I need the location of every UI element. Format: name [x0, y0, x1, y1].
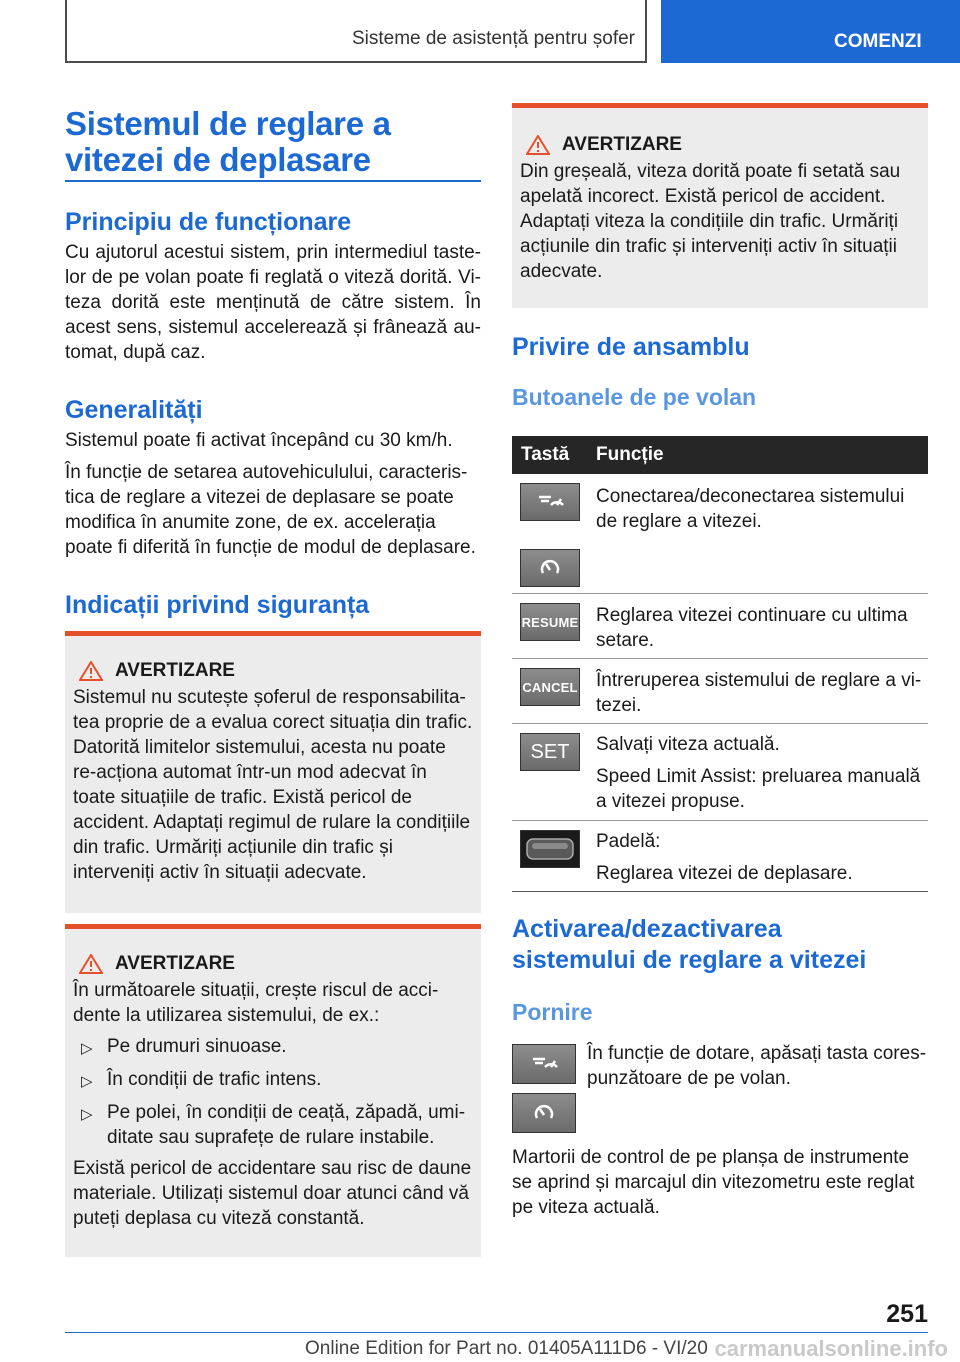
warning-1-label: AVERTIZARE [115, 660, 235, 681]
warning-2-intro: În următoarele situații, crește riscul de acci-dente la utilizarea sistemului, de ex.: [73, 980, 439, 1026]
paddle-icon [524, 834, 576, 864]
warning-3-text: Din greșeală, viteza dorită poate fi setată sau apelată incorect. Există pericol de accident. Adaptați viteza la condițiile din trafic. Urmăriți acțiunile din trafic și interveniți activ în situații adecvate. [520, 161, 901, 282]
page-title-line2: vitezei de deplasare [65, 141, 371, 178]
warning-2-label: AVERTIZARE [115, 953, 235, 974]
heading-activate-2: sistemului de reglare a vitezei [512, 946, 867, 974]
section-general [65, 396, 481, 560]
list-item [73, 1067, 473, 1094]
speedometer-icon [532, 1102, 556, 1124]
footer-edition: Online Edition for Part no. 01405A111D6 - VI/20 [305, 1338, 708, 1359]
table-row [512, 821, 928, 892]
warning-2-list [73, 1034, 473, 1150]
buttons-table [512, 436, 928, 892]
list-item-text: În condiții de trafic intens. [107, 1069, 322, 1090]
warning-triangle-icon [79, 661, 103, 681]
table-row [512, 474, 928, 594]
speedometer-icon [538, 557, 562, 579]
func-cell: Reglarea vitezei continuare cu ultima setare. [596, 605, 908, 651]
cruise-speedometer-icon [533, 491, 567, 513]
key-cell [512, 474, 596, 593]
warning-2-title [73, 953, 473, 975]
cruise-speedometer-icon [527, 1053, 561, 1075]
col-header-key: Tastă [521, 444, 570, 465]
list-item-text: Pe drumuri sinuoase. [107, 1036, 287, 1057]
section-principle [65, 208, 481, 365]
func-text-1: Padelă: [596, 831, 661, 852]
heading-overview: Privire de ansamblu [512, 333, 750, 361]
page-title [65, 106, 481, 178]
warning-3-label: AVERTIZARE [562, 134, 682, 155]
section-safety [65, 591, 481, 620]
warning-box-3 [512, 103, 928, 308]
warning-box-2 [65, 924, 481, 1257]
list-item-text: Pe polei, în condiții de ceață, zăpadă, umi-ditate sau suprafețe de rulare instabile. [107, 1102, 466, 1148]
page-number: 251 [886, 1300, 928, 1328]
heading-safety: Indicații privind siguranța [65, 591, 370, 619]
resume-key: RESUME [520, 603, 580, 641]
func-text-2: Reglarea vitezei de deplasare. [596, 863, 853, 884]
title-rule [65, 180, 481, 182]
warning-triangle-icon [526, 135, 550, 155]
bullet-arrow-icon: ▷ [81, 1106, 93, 1123]
general-text-1: Sistemul poate fi activat începând cu 30 km/h. [65, 430, 453, 451]
start-speed-key [512, 1093, 576, 1133]
principle-text: Cu ajutorul acestui sistem, prin intermediul taste-lor de pe volan poate fi reglată o viteză dorită. Vi-teza dorită este menținută de către sistem. În acest sens, sistemul accelerează și frânează au-tomat, după caz. [65, 242, 481, 363]
func-text-1: Salvați viteza actuală. [596, 734, 780, 755]
paddle-key [520, 830, 580, 868]
func-cell: Conectarea/deconectarea sistemului de reglare a vitezei. [596, 486, 905, 532]
watermark: carmanualsonline.info [714, 1336, 948, 1361]
cancel-key: CANCEL [520, 668, 580, 706]
func-text-2: Speed Limit Assist: preluarea manuală a vitezei propuse. [596, 766, 921, 812]
warning-2-outro: Există pericol de accidentare sau risc de daune materiale. Utilizați sistemul doar atunci când vă puteți deplasa cu viteză constantă. [73, 1158, 472, 1229]
warning-1-title [73, 660, 473, 682]
warning-box-1 [65, 631, 481, 913]
bullet-arrow-icon: ▷ [81, 1073, 93, 1090]
section-activate [512, 914, 928, 1026]
general-text-2: În funcție de setarea autovehiculului, caracteris-tica de reglare a vitezei de deplasare se poate modifica în anumite zone, de ex. accelerația poate fi diferită în funcție de modul de deplasare. [65, 462, 476, 558]
section-overview [512, 333, 928, 411]
page-title-line1: Sistemul de reglare a [65, 105, 391, 142]
header-tab-comenzi[interactable]: COMENZI [661, 0, 960, 63]
key-cell [512, 594, 596, 658]
heading-buttons: Butoanele de pe volan [512, 384, 757, 410]
key-cell [512, 724, 596, 820]
table-row [512, 724, 928, 821]
func-cell [596, 724, 928, 820]
header-section-title: Sisteme de asistență pentru șofer [351, 28, 635, 49]
start-text: În funcție de dotare, apăsați tasta cores-punzătoare de pe volan. [587, 1043, 927, 1089]
bullet-arrow-icon: ▷ [81, 1040, 93, 1057]
cruise-control-key-alt [520, 549, 580, 587]
key-cell [512, 821, 596, 891]
func-cell: Întreruperea sistemului de reglare a vi-tezei. [596, 670, 922, 716]
cruise-control-key [520, 483, 580, 521]
heading-start: Pornire [512, 999, 593, 1025]
warning-triangle-icon [79, 954, 103, 974]
table-row [512, 659, 928, 724]
func-cell [596, 821, 928, 891]
heading-activate-1: Activarea/dezactivarea [512, 915, 782, 943]
key-cell [512, 659, 596, 723]
list-item [73, 1100, 473, 1150]
heading-general: Generalități [65, 396, 203, 424]
heading-principle: Principiu de funcționare [65, 208, 352, 236]
warning-1-text: Sistemul nu scutește șoferul de responsabilita-tea proprie de a evalua corect situația din trafic. Datorită limitelor sistemului, acesta nu poate re-acționa automat într-un mod adecvat în toate situațiile de trafic. Există pericol de accident. Adaptați regimul de rulare la condițiile din trafic. Urmăriți acțiunile din trafic și interveniți activ în situații adecvate. [73, 687, 473, 883]
table-row [512, 594, 928, 659]
warning-3-title [520, 134, 920, 156]
table-header [512, 436, 928, 474]
list-item [73, 1034, 473, 1061]
col-header-func: Funcție [596, 444, 664, 465]
start-text-2: Martorii de control de pe planșa de instrumente se aprind și marcajul din vitezometru este reglat pe viteza actuală. [512, 1147, 915, 1218]
footer-rule [65, 1332, 928, 1333]
set-key: SET [520, 733, 580, 771]
start-cruise-key [512, 1044, 576, 1084]
